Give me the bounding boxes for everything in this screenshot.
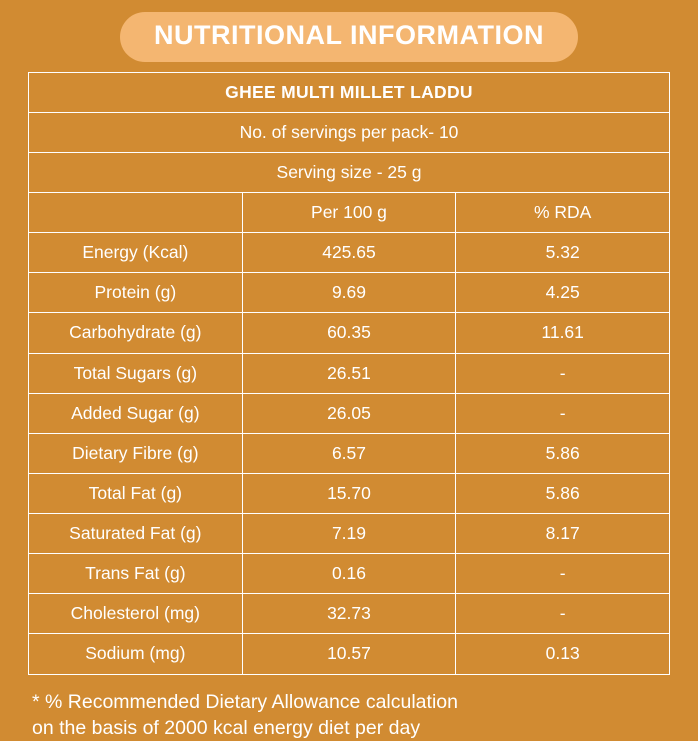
table-row <box>29 273 670 313</box>
nutrient-rda: - <box>456 393 670 433</box>
nutrient-rda: 4.25 <box>456 273 670 313</box>
table-row-servings <box>29 112 670 152</box>
nutrient-label: Total Fat (g) <box>29 473 243 513</box>
nutrient-per-100g: 26.05 <box>242 393 456 433</box>
title-banner <box>28 12 670 62</box>
nutrient-label: Energy (Kcal) <box>29 233 243 273</box>
nutrient-per-100g: 15.70 <box>242 473 456 513</box>
nutrient-label: Trans Fat (g) <box>29 554 243 594</box>
nutrient-per-100g: 0.16 <box>242 554 456 594</box>
footnote <box>28 689 670 741</box>
product-name: GHEE MULTI MILLET LADDU <box>29 72 670 112</box>
table-row <box>29 233 670 273</box>
nutrition-table-body <box>29 72 670 674</box>
table-row-product <box>29 72 670 112</box>
nutrient-rda: - <box>456 353 670 393</box>
nutrient-label: Total Sugars (g) <box>29 353 243 393</box>
nutrient-label: Added Sugar (g) <box>29 393 243 433</box>
nutrient-label: Sodium (mg) <box>29 634 243 674</box>
table-row <box>29 514 670 554</box>
table-row-serving-size <box>29 152 670 192</box>
nutrient-rda: 11.61 <box>456 313 670 353</box>
table-row <box>29 554 670 594</box>
nutrient-label: Protein (g) <box>29 273 243 313</box>
footnote-line-2: on the basis of 2000 kcal energy diet per day <box>32 716 421 739</box>
nutrient-per-100g: 9.69 <box>242 273 456 313</box>
nutrient-per-100g: 26.51 <box>242 353 456 393</box>
nutrient-rda: - <box>456 554 670 594</box>
serving-size: Serving size - 25 g <box>29 152 670 192</box>
nutrient-rda: 0.13 <box>456 634 670 674</box>
table-header-row <box>29 193 670 233</box>
nutrient-per-100g: 425.65 <box>242 233 456 273</box>
column-header-rda: % RDA <box>456 193 670 233</box>
nutrient-per-100g: 7.19 <box>242 514 456 554</box>
nutrient-per-100g: 60.35 <box>242 313 456 353</box>
servings-per-pack: No. of servings per pack- 10 <box>29 112 670 152</box>
table-row <box>29 313 670 353</box>
nutrient-label: Saturated Fat (g) <box>29 514 243 554</box>
nutrient-per-100g: 6.57 <box>242 433 456 473</box>
page-title: NUTRITIONAL INFORMATION <box>120 12 578 62</box>
nutrient-rda: 5.86 <box>456 433 670 473</box>
nutrient-per-100g: 32.73 <box>242 594 456 634</box>
nutrition-table <box>28 72 670 675</box>
nutrient-label: Carbohydrate (g) <box>29 313 243 353</box>
table-row <box>29 433 670 473</box>
nutrient-label: Cholesterol (mg) <box>29 594 243 634</box>
table-row <box>29 353 670 393</box>
nutrient-per-100g: 10.57 <box>242 634 456 674</box>
table-row <box>29 393 670 433</box>
nutrient-rda: - <box>456 594 670 634</box>
table-row <box>29 634 670 674</box>
nutrient-label: Dietary Fibre (g) <box>29 433 243 473</box>
nutrient-rda: 8.17 <box>456 514 670 554</box>
nutrient-rda: 5.86 <box>456 473 670 513</box>
nutrient-rda: 5.32 <box>456 233 670 273</box>
column-header-per-100g: Per 100 g <box>242 193 456 233</box>
table-row <box>29 473 670 513</box>
table-row <box>29 594 670 634</box>
footnote-line-1: * % Recommended Dietary Allowance calculation <box>32 690 458 713</box>
column-header-nutrient <box>29 193 243 233</box>
